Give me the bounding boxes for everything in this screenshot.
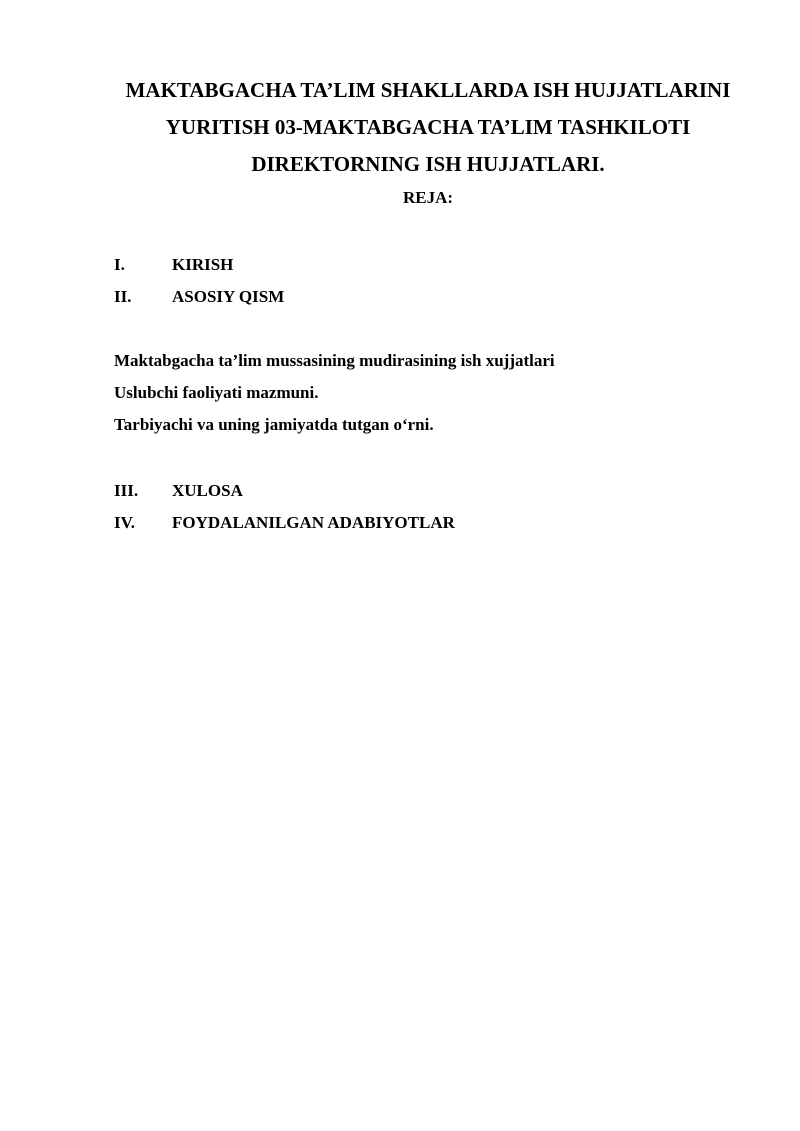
plan-item-main-part	[114, 285, 284, 309]
plan-item-number: III.	[114, 481, 139, 500]
title-line-1: MAKTABGACHA TA’LIM SHAKLLARDA ISH HUJJATLARINI	[125, 78, 731, 102]
title-line-2: YURITISH 03-MAKTABGACHA TA’LIM TASHKILOTI	[165, 115, 691, 139]
plan-heading: REJA:	[402, 188, 454, 207]
document-title	[110, 72, 746, 183]
title-line-3: DIREKTORNING ISH HUJJATLARI.	[251, 152, 605, 176]
main-topic-2: Uslubchi faoliyati mazmuni.	[114, 383, 319, 402]
plan-item-label: KIRISH	[172, 255, 234, 274]
plan-item-number: I.	[114, 255, 125, 274]
main-topic-3: Tarbiyachi va uning jamiyatda tutgan o‘rni.	[114, 415, 434, 434]
plan-item-references	[114, 511, 455, 535]
plan-item-number: IV.	[114, 513, 135, 532]
plan-item-label: XULOSA	[172, 481, 243, 500]
plan-item-label: ASOSIY QISM	[172, 287, 285, 306]
plan-item-introduction	[114, 253, 233, 277]
main-topic-1: Maktabgacha ta’lim mussasining mudirasining ish xujjatlari	[114, 351, 555, 370]
plan-item-number: II.	[114, 287, 132, 306]
plan-item-conclusion	[114, 479, 243, 503]
plan-item-label: FOYDALANILGAN ADABIYOTLAR	[172, 513, 455, 532]
